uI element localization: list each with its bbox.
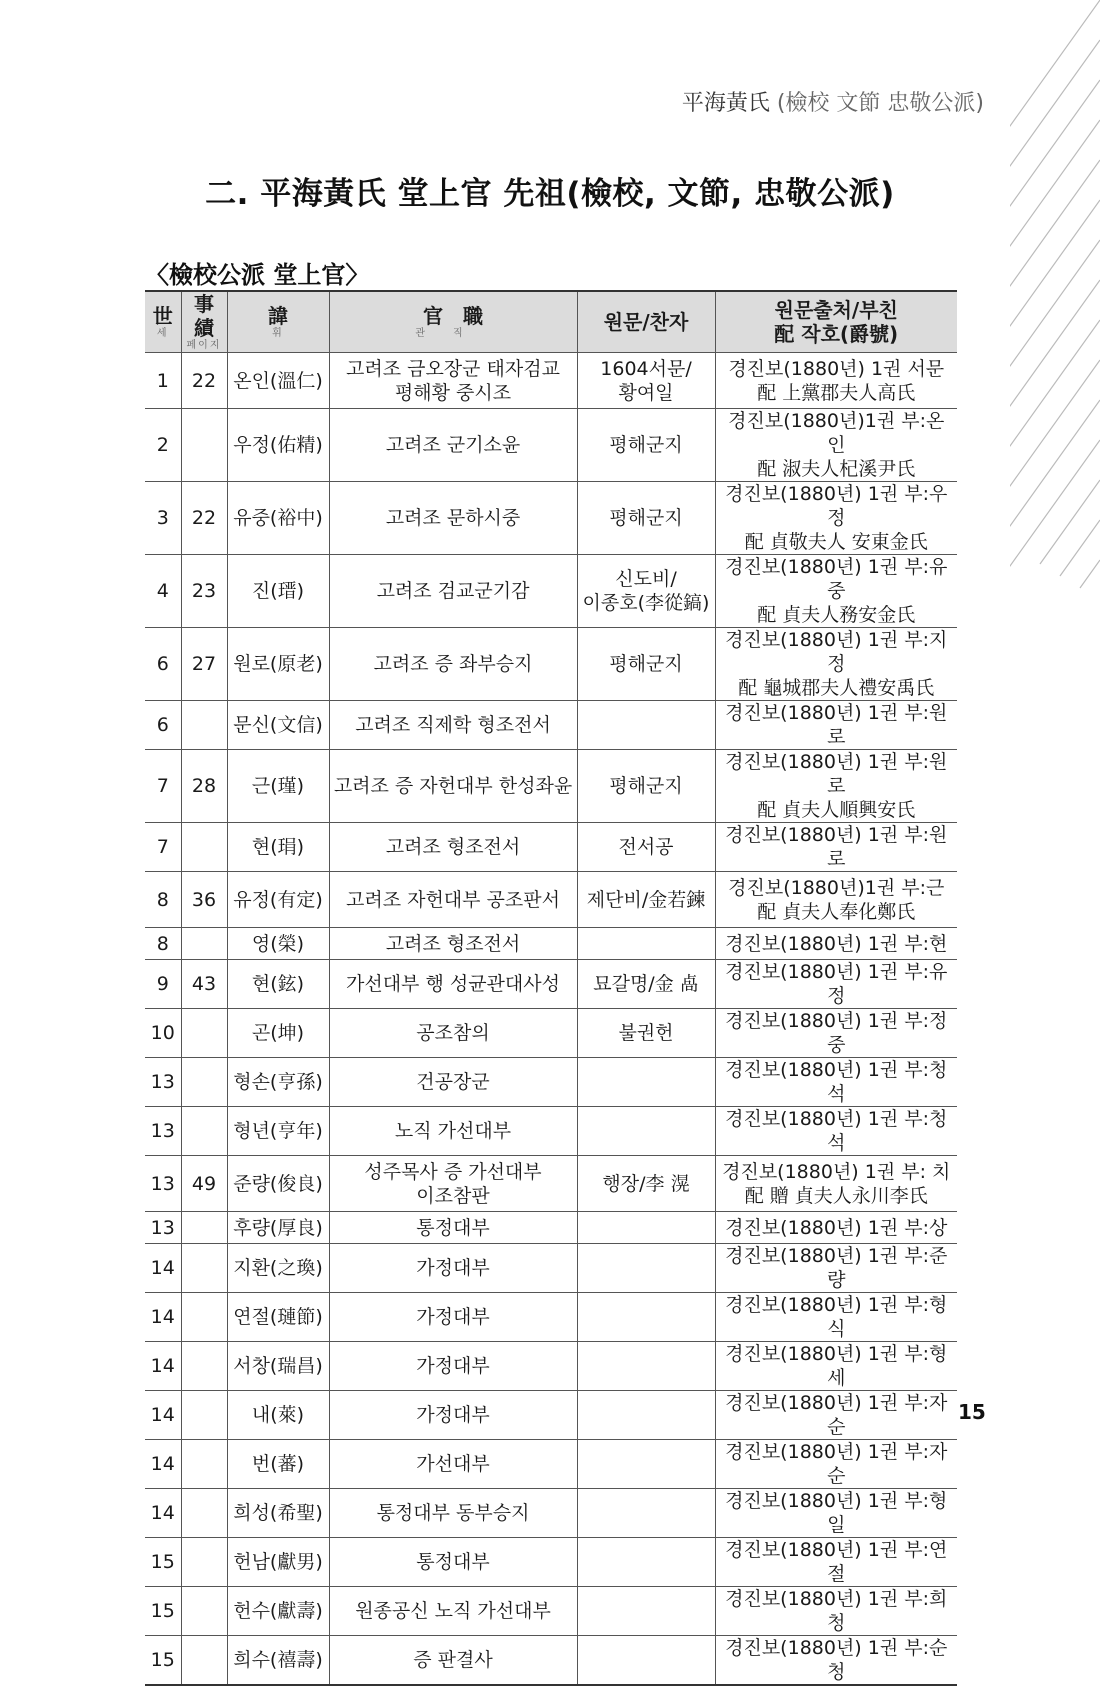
table-row <box>145 482 957 555</box>
cell-office-line: 고려조 증 자헌대부 한성좌윤 <box>333 775 573 797</box>
cell-office-line: 이조참판 <box>416 1184 490 1207</box>
cell-source-line: 경진보(1880년) 1권 부:형일 <box>725 1490 948 1536</box>
cell-source <box>715 482 957 555</box>
cell-author-line: 묘갈명/金 卨 <box>593 973 699 995</box>
cell-generation: 6 <box>145 628 181 701</box>
table-row <box>145 1587 957 1636</box>
cell-source-line: 경진보(1880년) 1권 부: 치 <box>722 1160 951 1183</box>
cell-office-line: 가정대부 <box>416 1404 490 1426</box>
cell-generation: 13 <box>145 1156 181 1212</box>
cell-name: 현(琄) <box>227 823 329 872</box>
cell-author <box>577 823 715 872</box>
table-row <box>145 1058 957 1107</box>
table-row <box>145 1489 957 1538</box>
cell-source <box>715 1636 957 1686</box>
cell-page <box>181 1058 227 1107</box>
table-row <box>145 1342 957 1391</box>
cell-office <box>329 1440 577 1489</box>
table-row <box>145 1293 957 1342</box>
cell-office <box>329 482 577 555</box>
cell-source <box>715 1587 957 1636</box>
table-row <box>145 555 957 628</box>
cell-generation: 4 <box>145 555 181 628</box>
cell-generation: 14 <box>145 1489 181 1538</box>
cell-author-line: 이종호(李從鎬) <box>582 592 710 614</box>
cell-office <box>329 1587 577 1636</box>
cell-source <box>715 823 957 872</box>
cell-office-line: 통정대부 <box>416 1551 490 1573</box>
cell-page: 28 <box>181 750 227 823</box>
cell-source-line: 경진보(1880년) 1권 부:지정 <box>725 629 948 675</box>
cell-author <box>577 1342 715 1391</box>
cell-office-line: 고려조 직제학 형조전서 <box>355 714 551 736</box>
cell-source-line: 配 贈 貞夫人永川李氏 <box>744 1184 928 1207</box>
cell-office <box>329 1293 577 1342</box>
table-row <box>145 1440 957 1489</box>
cell-generation: 3 <box>145 482 181 555</box>
cell-name: 형년(亨年) <box>227 1107 329 1156</box>
cell-page <box>181 1440 227 1489</box>
cell-name: 희수(禧壽) <box>227 1636 329 1686</box>
cell-generation: 2 <box>145 409 181 482</box>
table-header-row <box>145 291 957 353</box>
cell-generation: 15 <box>145 1587 181 1636</box>
running-head-main: 平海黃氏 <box>681 91 770 116</box>
cell-source <box>715 353 957 409</box>
cell-author <box>577 1244 715 1293</box>
cell-author <box>577 1636 715 1686</box>
cell-page: 22 <box>181 353 227 409</box>
table-row <box>145 872 957 928</box>
genealogy-table <box>145 290 957 1686</box>
cell-office-line: 고려조 자헌대부 공조판서 <box>346 888 560 911</box>
cell-author <box>577 1212 715 1244</box>
cell-generation: 14 <box>145 1342 181 1391</box>
table-row <box>145 928 957 960</box>
cell-office-line: 고려조 검교군기감 <box>376 580 530 602</box>
table-row <box>145 409 957 482</box>
cell-office <box>329 1058 577 1107</box>
cell-page <box>181 1244 227 1293</box>
cell-source <box>715 1156 957 1212</box>
cell-office-line: 가정대부 <box>416 1355 490 1377</box>
cell-source-line: 경진보(1880년) 1권 부:준량 <box>725 1245 948 1291</box>
cell-office-line: 건공장군 <box>416 1071 490 1093</box>
cell-source <box>715 1009 957 1058</box>
cell-author <box>577 1058 715 1107</box>
cell-source-line: 경진보(1880년) 1권 부:정중 <box>725 1010 948 1056</box>
cell-page: 49 <box>181 1156 227 1212</box>
cell-name: 우정(佑精) <box>227 409 329 482</box>
cell-office-line: 공조참의 <box>416 1022 490 1044</box>
cell-office <box>329 823 577 872</box>
cell-office-line: 고려조 증 좌부승지 <box>373 653 533 675</box>
cell-page <box>181 409 227 482</box>
table-row <box>145 628 957 701</box>
cell-name: 근(瑾) <box>227 750 329 823</box>
cell-generation: 13 <box>145 1058 181 1107</box>
cell-source-line: 경진보(1880년)1권 부:근 <box>728 876 945 899</box>
cell-office <box>329 1009 577 1058</box>
cell-author-line: 평해군지 <box>609 653 683 675</box>
cell-page: 22 <box>181 482 227 555</box>
table-row <box>145 1538 957 1587</box>
cell-generation: 7 <box>145 750 181 823</box>
cell-office <box>329 928 577 960</box>
cell-author <box>577 872 715 928</box>
cell-source-line: 配 上黨郡夫人高氏 <box>757 381 916 404</box>
cell-source-line: 配 貞夫人奉化鄭氏 <box>757 900 916 923</box>
cell-page <box>181 1489 227 1538</box>
cell-name: 유중(裕中) <box>227 482 329 555</box>
cell-source <box>715 928 957 960</box>
table-row <box>145 353 957 409</box>
cell-source-line: 경진보(1880년) 1권 부:순청 <box>725 1637 948 1683</box>
cell-name: 형손(亨孫) <box>227 1058 329 1107</box>
header-office: 官 職 관직 <box>329 291 577 353</box>
cell-source-line: 경진보(1880년) 1권 부:상 <box>725 1216 948 1239</box>
table-row <box>145 1244 957 1293</box>
cell-page <box>181 1107 227 1156</box>
cell-page: 43 <box>181 960 227 1009</box>
cell-source-line: 경진보(1880년) 1권 부:연절 <box>725 1539 948 1585</box>
cell-source-line: 경진보(1880년) 1권 부:청석 <box>725 1059 948 1105</box>
cell-office <box>329 1342 577 1391</box>
page-number: 15 <box>958 1400 986 1424</box>
cell-source-line: 配 貞敬夫人 安東金氏 <box>744 531 928 553</box>
cell-source-line: 경진보(1880년) 1권 부:현 <box>725 932 948 955</box>
cell-name: 번(蕃) <box>227 1440 329 1489</box>
cell-source <box>715 701 957 750</box>
cell-author-line: 1604서문/ <box>600 357 692 380</box>
cell-page <box>181 928 227 960</box>
cell-generation: 13 <box>145 1212 181 1244</box>
cell-source <box>715 872 957 928</box>
cell-page <box>181 1538 227 1587</box>
cell-source <box>715 1440 957 1489</box>
cell-page <box>181 1212 227 1244</box>
cell-source-line: 配 淑夫人杞溪尹氏 <box>757 458 916 480</box>
cell-office <box>329 1107 577 1156</box>
cell-source-line: 경진보(1880년) 1권 부:원로 <box>725 751 948 797</box>
cell-name: 연절(璉節) <box>227 1293 329 1342</box>
header-generation: 世 세 <box>145 291 181 353</box>
cell-source <box>715 1391 957 1440</box>
header-name: 諱 휘 <box>227 291 329 353</box>
cell-generation: 9 <box>145 960 181 1009</box>
cell-author <box>577 750 715 823</box>
cell-name: 서창(瑞昌) <box>227 1342 329 1391</box>
header-source: 원문출처/부친 配 작호(爵號) <box>715 291 957 353</box>
cell-generation: 10 <box>145 1009 181 1058</box>
cell-name: 영(榮) <box>227 928 329 960</box>
cell-name: 진(瑨) <box>227 555 329 628</box>
cell-author <box>577 1489 715 1538</box>
cell-generation: 15 <box>145 1636 181 1686</box>
cell-page <box>181 1587 227 1636</box>
cell-name: 내(萊) <box>227 1391 329 1440</box>
cell-source-line: 경진보(1880년) 1권 부:청석 <box>725 1108 948 1154</box>
cell-source-line: 경진보(1880년) 1권 부:희청 <box>725 1588 948 1634</box>
cell-source-line: 경진보(1880년) 1권 서문 <box>728 357 945 380</box>
cell-office <box>329 872 577 928</box>
cell-office-line: 평해황 중시조 <box>394 381 512 404</box>
cell-author-line: 행장/李 滉 <box>602 1172 690 1195</box>
cell-source <box>715 409 957 482</box>
cell-generation: 8 <box>145 928 181 960</box>
page-title: 二. 平海黃氏 堂上官 先祖(檢校, 文節, 忠敬公派) <box>205 176 895 212</box>
cell-name: 지환(之瑍) <box>227 1244 329 1293</box>
cell-source-line: 경진보(1880년) 1권 부:유중 <box>725 556 948 602</box>
running-head <box>682 86 984 117</box>
cell-office-line: 가정대부 <box>416 1306 490 1328</box>
cell-office-line: 고려조 군기소윤 <box>385 434 521 456</box>
cell-office-line: 증 판결사 <box>413 1649 493 1671</box>
cell-office <box>329 1489 577 1538</box>
cell-page: 36 <box>181 872 227 928</box>
cell-source-line: 경진보(1880년) 1권 부:유정 <box>725 961 948 1007</box>
cell-author <box>577 1107 715 1156</box>
cell-page <box>181 1342 227 1391</box>
header-page: 事績 페이지 <box>181 291 227 353</box>
cell-author-line: 제단비/金若鍊 <box>586 888 706 911</box>
cell-office-line: 고려조 문하시중 <box>385 507 521 529</box>
table-row <box>145 1391 957 1440</box>
cell-name: 곤(坤) <box>227 1009 329 1058</box>
cell-source <box>715 1244 957 1293</box>
cell-generation: 7 <box>145 823 181 872</box>
cell-page <box>181 823 227 872</box>
table-row <box>145 1156 957 1212</box>
cell-name: 헌남(獻男) <box>227 1538 329 1587</box>
cell-author-line: 평해군지 <box>609 775 683 797</box>
cell-source-line: 경진보(1880년) 1권 부:원로 <box>725 702 948 748</box>
cell-office <box>329 1212 577 1244</box>
cell-source <box>715 750 957 823</box>
cell-author-line: 불권헌 <box>618 1022 674 1044</box>
header-author: 원문/찬자 <box>577 291 715 353</box>
cell-office-line: 통정대부 동부승지 <box>376 1502 530 1524</box>
cell-office <box>329 409 577 482</box>
cell-generation: 15 <box>145 1538 181 1587</box>
cell-office-line: 고려조 형조전서 <box>385 932 521 955</box>
cell-office-line: 통정대부 <box>416 1216 490 1239</box>
cell-office <box>329 1156 577 1212</box>
decorative-stripes <box>1010 0 1100 700</box>
cell-office-line: 가선대부 <box>416 1453 490 1475</box>
cell-page <box>181 1391 227 1440</box>
cell-source-line: 配 貞夫人務安金氏 <box>757 604 916 626</box>
cell-source <box>715 1489 957 1538</box>
cell-generation: 1 <box>145 353 181 409</box>
cell-author <box>577 409 715 482</box>
cell-page <box>181 1293 227 1342</box>
cell-office-line: 가선대부 행 성균관대사성 <box>346 973 560 995</box>
cell-author <box>577 1391 715 1440</box>
cell-generation: 14 <box>145 1391 181 1440</box>
cell-generation: 14 <box>145 1293 181 1342</box>
cell-author-line: 평해군지 <box>609 434 683 456</box>
cell-office-line: 고려조 형조전서 <box>385 836 521 858</box>
cell-name: 유정(有定) <box>227 872 329 928</box>
cell-page <box>181 1636 227 1686</box>
cell-page: 27 <box>181 628 227 701</box>
cell-name: 문신(文信) <box>227 701 329 750</box>
cell-source-line: 경진보(1880년) 1권 부:원로 <box>725 824 948 870</box>
cell-author <box>577 482 715 555</box>
cell-source-line: 配 貞夫人順興安氏 <box>757 799 916 821</box>
cell-generation: 14 <box>145 1440 181 1489</box>
running-head-sub: (檢校 文節 忠敬公派) <box>776 91 984 116</box>
cell-author-line: 전서공 <box>618 836 674 858</box>
cell-author <box>577 1587 715 1636</box>
table-row <box>145 1212 957 1244</box>
cell-author <box>577 701 715 750</box>
cell-author <box>577 555 715 628</box>
cell-author-line: 황여일 <box>618 381 674 404</box>
table-row <box>145 750 957 823</box>
cell-office-line: 노직 가선대부 <box>394 1120 512 1142</box>
table-row <box>145 1009 957 1058</box>
cell-office-line: 고려조 금오장군 태자검교 <box>346 357 560 380</box>
cell-source-line: 경진보(1880년) 1권 부:자순 <box>725 1441 948 1487</box>
cell-name: 원로(原老) <box>227 628 329 701</box>
table-row <box>145 1107 957 1156</box>
cell-source <box>715 1212 957 1244</box>
cell-source-line: 경진보(1880년)1권 부:온인 <box>728 410 945 456</box>
cell-generation: 6 <box>145 701 181 750</box>
table-row <box>145 701 957 750</box>
cell-author <box>577 1538 715 1587</box>
cell-author <box>577 1009 715 1058</box>
cell-author <box>577 353 715 409</box>
cell-office-line: 원종공신 노직 가선대부 <box>355 1600 551 1622</box>
cell-office <box>329 960 577 1009</box>
cell-source <box>715 1293 957 1342</box>
section-title: 〈檢校公派 堂上官〉 <box>145 261 370 289</box>
cell-author-line: 신도비/ <box>615 568 677 590</box>
table-row <box>145 960 957 1009</box>
cell-source <box>715 1058 957 1107</box>
cell-office <box>329 1244 577 1293</box>
cell-source <box>715 555 957 628</box>
cell-author <box>577 628 715 701</box>
cell-office <box>329 1538 577 1587</box>
cell-author-line: 평해군지 <box>609 507 683 529</box>
cell-source <box>715 1107 957 1156</box>
cell-source-line: 경진보(1880년) 1권 부:우정 <box>725 483 948 529</box>
cell-office <box>329 353 577 409</box>
cell-author <box>577 1156 715 1212</box>
cell-name: 준량(俊良) <box>227 1156 329 1212</box>
cell-page: 23 <box>181 555 227 628</box>
cell-page <box>181 701 227 750</box>
cell-office <box>329 1391 577 1440</box>
cell-source <box>715 628 957 701</box>
cell-author <box>577 960 715 1009</box>
cell-generation: 13 <box>145 1107 181 1156</box>
cell-source <box>715 1538 957 1587</box>
cell-name: 희성(希聖) <box>227 1489 329 1538</box>
table-row <box>145 823 957 872</box>
cell-office <box>329 1636 577 1686</box>
cell-name: 헌수(獻壽) <box>227 1587 329 1636</box>
cell-generation: 14 <box>145 1244 181 1293</box>
cell-source <box>715 960 957 1009</box>
cell-office <box>329 628 577 701</box>
cell-source <box>715 1342 957 1391</box>
cell-name: 현(鉉) <box>227 960 329 1009</box>
cell-office <box>329 701 577 750</box>
cell-name: 온인(溫仁) <box>227 353 329 409</box>
cell-name: 후량(厚良) <box>227 1212 329 1244</box>
cell-office-line: 가정대부 <box>416 1257 490 1279</box>
cell-author <box>577 1440 715 1489</box>
cell-page <box>181 1009 227 1058</box>
cell-source-line: 경진보(1880년) 1권 부:형식 <box>725 1294 948 1340</box>
cell-source-line: 配 龜城郡夫人禮安禹氏 <box>738 677 935 699</box>
cell-author <box>577 928 715 960</box>
cell-source-line: 경진보(1880년) 1권 부:자순 <box>725 1392 948 1438</box>
cell-generation: 8 <box>145 872 181 928</box>
cell-office-line: 성주목사 증 가선대부 <box>364 1160 542 1183</box>
cell-source-line: 경진보(1880년) 1권 부:형세 <box>725 1343 948 1389</box>
cell-office <box>329 555 577 628</box>
table-row <box>145 1636 957 1686</box>
cell-author <box>577 1293 715 1342</box>
cell-office <box>329 750 577 823</box>
